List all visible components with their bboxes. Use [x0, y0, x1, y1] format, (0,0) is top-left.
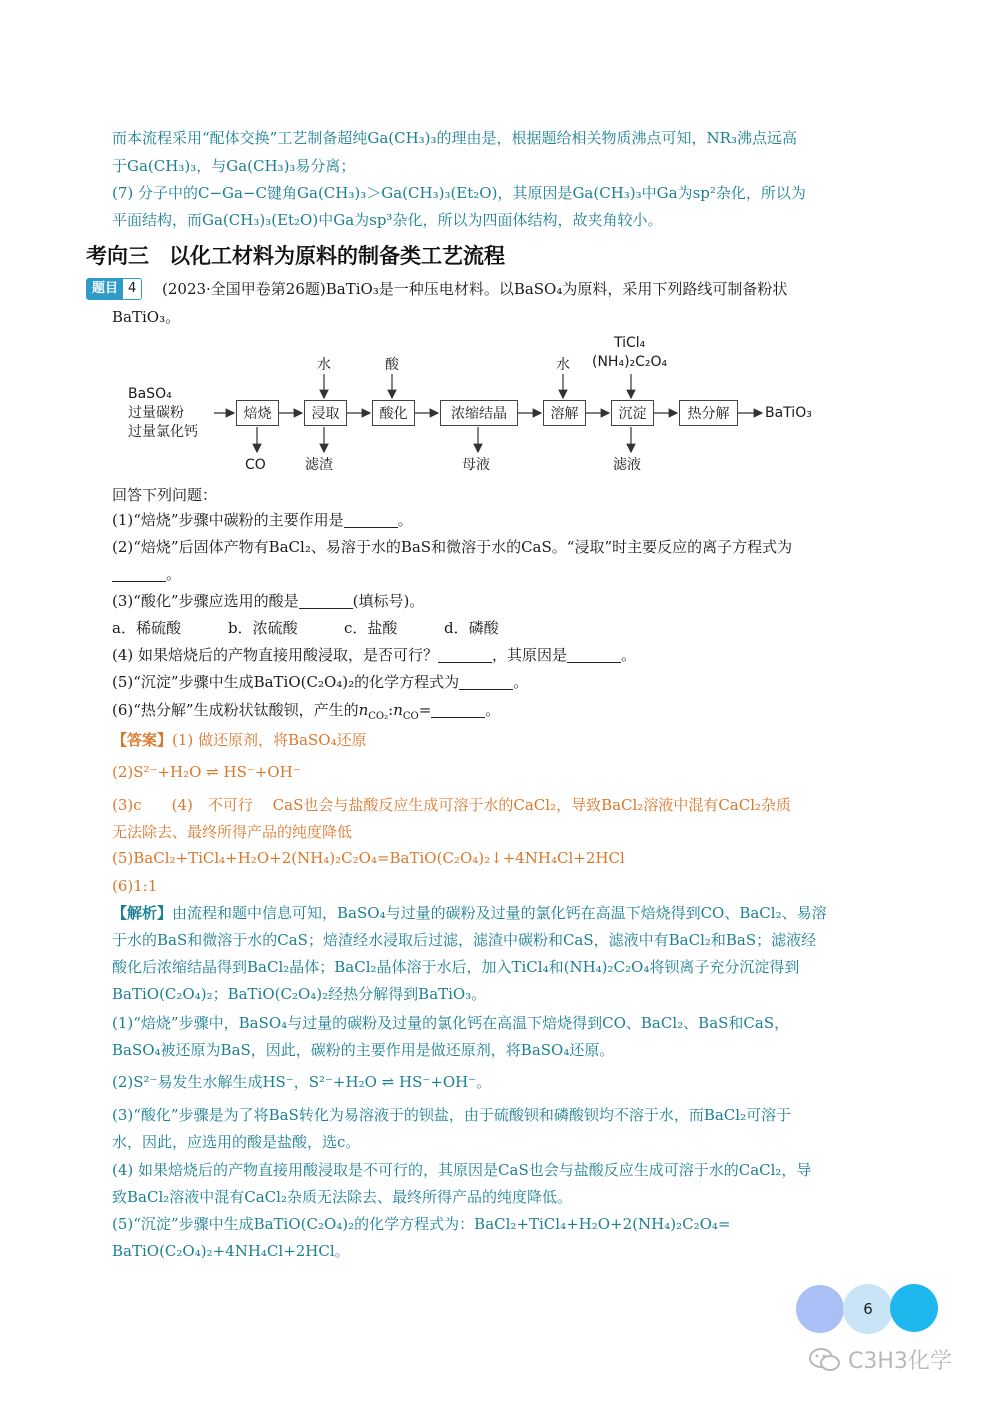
watermark — [808, 1344, 952, 1375]
question-6-text: (6)“热分解”生成粉状钛酸钡，产生的 — [112, 701, 359, 719]
output-mother-liquor: 母液 — [462, 457, 490, 473]
wechat-icon — [808, 1346, 842, 1374]
answer-5: (5)BaCl₂+TiCl₄+H₂O+2(NH₄)₂C₂O₄=BaTiO(C₂O₄)₂↓+4NH₄Cl+2HCl — [112, 849, 625, 867]
step-acidify: 酸化 — [372, 400, 415, 426]
answer-6: (6)1:1 — [112, 877, 158, 895]
watermark-text: C3H3化学 — [848, 1349, 952, 1374]
step-leach: 浸取 — [304, 400, 347, 426]
analysis-line-6: BaSO₄被还原为BaS，因此，碳粉的主要作用是做还原剂，将BaSO₄还原。 — [112, 1041, 615, 1059]
top-line-2: 于Ga(CH₃)₃，与Ga(CH₃)₃易分离； — [112, 157, 356, 175]
analysis-line-11: 致BaCl₂溶液中混有CaCl₂杂质无法除去、最终所得产品的纯度降低。 — [112, 1188, 572, 1206]
question-1-end: 。 — [397, 511, 413, 529]
analysis-line-4: BaTiO(C₂O₄)₂；BaTiO(C₂O₄)₂经热分解得到BaTiO₃。 — [112, 985, 487, 1003]
top-line-4: 平面结构，而Ga(CH₃)₃(Et₂O)中Ga为sp³杂化，所以为四面体结构，故夹角较小。 — [112, 211, 663, 229]
feed-carbon: 过量碳粉 — [128, 405, 184, 421]
analysis-label: 【解析】 — [112, 904, 173, 922]
output-co: CO — [245, 457, 266, 473]
n-symbol: n — [393, 701, 403, 719]
question-2-end: 。 — [166, 565, 182, 583]
analysis-line-8: (3)“酸化”步骤是为了将BaS转化为易溶液于的钡盐，由于硫酸钡和磷酸钡均不溶于水，而BaCl₂可溶于 — [112, 1106, 792, 1124]
product-batio3: BaTiO₃ — [765, 405, 812, 421]
output-residue: 滤渣 — [305, 457, 333, 473]
ratio-colon: : — [388, 701, 394, 719]
question-6-end: 。 — [485, 701, 501, 719]
question-3-text: (3)“酸化”步骤应选用的酸是 — [112, 592, 299, 610]
co2-subscript: CO₂ — [368, 711, 389, 722]
analysis-line-10: (4) 如果焙烧后的产物直接用酸浸取是不可行的，其原因是CaS也会与盐酸反应生成可溶于水的CaCl₂，导 — [112, 1161, 812, 1179]
analysis-line-3: 酸化后浓缩结晶得到BaCl₂晶体；BaCl₂晶体溶于水后，加入TiCl₄和(NH₄)₂C₂O₄将钡离子充分沉淀得到 — [112, 958, 800, 976]
answer-2: (2)S²⁻+H₂O ⇌ HS⁻+OH⁻ — [112, 763, 301, 781]
co-subscript: CO — [402, 711, 419, 722]
question-3-options — [112, 618, 499, 638]
analysis-text-1: 由流程和题中信息可知，BaSO₄与过量的碳粉及过量的氯化钙在高温下焙烧得到CO、BaCl₂、易溶 — [172, 904, 827, 922]
answer-1 — [112, 730, 367, 750]
question-3-end: (填标号)。 — [352, 592, 425, 610]
step-thermal-decompose: 热分解 — [679, 400, 738, 426]
question-5 — [112, 672, 528, 692]
question-intro-2: BaTiO₃。 — [112, 308, 181, 326]
answer-blank — [431, 703, 485, 718]
question-badge-label: 题目 — [87, 279, 123, 299]
question-5-end: 。 — [513, 673, 529, 691]
question-4-mid: ，其原因是 — [492, 646, 568, 664]
input-water-1: 水 — [317, 357, 331, 373]
answer-blank — [344, 513, 398, 528]
answer-blank — [299, 594, 353, 609]
top-line-1: 而本流程采用“配体交换”工艺制备超纯Ga(CH₃)₃的理由是，根据题给相关物质沸点可知，NR₃沸点远高 — [112, 129, 797, 147]
question-intro-1: (2023·全国甲卷第26题)BaTiO₃是一种压电材料。以BaSO₄为原料，采用下列路线可制备粉状 — [162, 280, 788, 298]
question-4-end: 。 — [621, 646, 637, 664]
question-6 — [112, 700, 500, 720]
answer-blank — [438, 648, 492, 663]
analysis-line-12: (5)“沉淀”步骤中生成BaTiO(C₂O₄)₂的化学方程式为：BaCl₂+TiCl₄+H₂O+2(NH₄)₂C₂O₄= — [112, 1215, 731, 1233]
analysis-line-13: BaTiO(C₂O₄)₂+4NH₄Cl+2HCl。 — [112, 1242, 350, 1260]
top-line-3: (7) 分子中的C−Ga−C键角Ga(CH₃)₃＞Ga(CH₃)₃(Et₂O)，其原因是Ga(CH₃)₃中Ga为sp²杂化，所以为 — [112, 184, 806, 202]
section-title: 以化工材料为原料的制备类工艺流程 — [169, 244, 505, 268]
option-d: d．磷酸 — [444, 619, 499, 637]
page-number: 6 — [843, 1284, 893, 1334]
n-symbol: n — [358, 701, 369, 719]
option-a: a．稀硫酸 — [112, 619, 181, 637]
question-5-text: (5)“沉淀”步骤中生成BaTiO(C₂O₄)₂的化学方程式为 — [112, 673, 460, 691]
section-prefix: 考向三 — [86, 244, 149, 268]
input-water-2: 水 — [556, 357, 570, 373]
question-2-blank-line — [112, 564, 181, 584]
step-roast: 焙烧 — [236, 400, 279, 426]
input-oxalate: (NH₄)₂C₂O₄ — [592, 354, 668, 370]
question-1 — [112, 510, 413, 530]
question-1-text: (1)“焙烧”步骤中碳粉的主要作用是 — [112, 511, 344, 529]
feed-baso4: BaSO₄ — [128, 386, 172, 402]
analysis-line-9: 水，因此，应选用的酸是盐酸，选c。 — [112, 1133, 361, 1151]
step-precipitate: 沉淀 — [611, 400, 654, 426]
feed-cacl2: 过量氯化钙 — [128, 424, 198, 440]
analysis-line-1 — [112, 903, 827, 923]
question-2-text: (2)“焙烧”后固体产物有BaCl₂、易溶于水的BaS和微溶于水的CaS。“浸取”时主要反应的离子方程式为 — [112, 538, 793, 556]
output-filtrate: 滤液 — [613, 457, 641, 473]
answer-blank — [112, 567, 166, 582]
option-c: c．盐酸 — [344, 619, 398, 637]
question-3 — [112, 591, 424, 611]
answer-label: 【答案】 — [112, 731, 173, 749]
question-4-text: (4) 如果焙烧后的产物直接用酸浸取，是否可行？ — [112, 646, 439, 664]
input-acid: 酸 — [385, 357, 399, 373]
question-4 — [112, 645, 636, 665]
prompt: 回答下列问题： — [112, 486, 218, 504]
step-dissolve: 溶解 — [543, 400, 586, 426]
page-circle-left — [796, 1285, 844, 1333]
option-b: b．浓硫酸 — [228, 619, 298, 637]
equals-sign: = — [418, 701, 432, 719]
page-circle-right — [890, 1284, 938, 1332]
answer-3-4-line2: 无法除去、最终所得产品的纯度降低 — [112, 823, 353, 841]
answer-3-4-line1: (3)c (4) 不可行 CaS也会与盐酸反应生成可溶于水的CaCl₂，导致BaCl₂溶液中混有CaCl₂杂质 — [112, 796, 792, 814]
answer-1-text: (1) 做还原剂，将BaSO₄还原 — [172, 731, 367, 749]
analysis-line-5: (1)“焙烧”步骤中，BaSO₄与过量的碳粉及过量的氯化钙在高温下焙烧得到CO、BaCl₂、BaS和CaS， — [112, 1014, 790, 1032]
answer-blank — [567, 648, 621, 663]
analysis-line-2: 于水的BaS和微溶于水的CaS；焙渣经水浸取后过滤，滤渣中碳粉和CaS，滤液中有BaCl₂和BaS；滤液经 — [112, 931, 817, 949]
question-badge-number: 4 — [123, 279, 141, 299]
step-crystallize: 浓缩结晶 — [440, 400, 518, 426]
answer-blank — [459, 675, 513, 690]
input-ticl4: TiCl₄ — [614, 335, 646, 351]
analysis-line-7: (2)S²⁻易发生水解生成HS⁻，S²⁻+H₂O ⇌ HS⁻+OH⁻。 — [112, 1073, 492, 1091]
